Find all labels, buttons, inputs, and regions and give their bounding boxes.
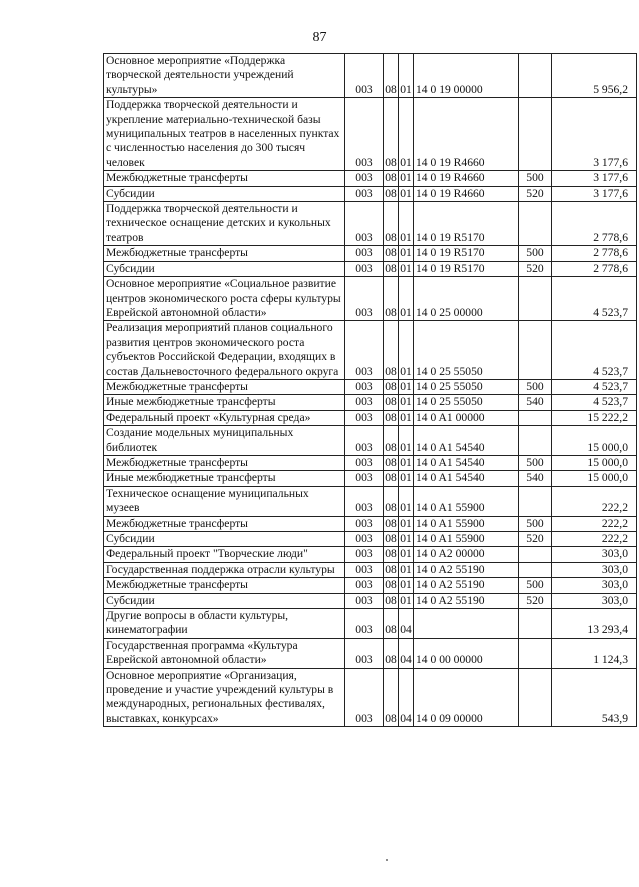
table-row: [104, 609, 637, 639]
row-admin-code: 003: [345, 246, 384, 261]
table-row: [104, 246, 637, 261]
row-subsection-code: 01: [400, 379, 412, 393]
row-amount: 15 000,0: [552, 471, 637, 486]
row-target-article: 14 0 A1 54540: [414, 455, 519, 470]
row-admin-code: 003: [345, 471, 384, 486]
row-admin-code: 003: [345, 455, 384, 470]
row-section-code: 08: [385, 578, 397, 592]
row-amount: 15 000,0: [552, 426, 637, 456]
row-subsection-code: 01: [400, 455, 412, 469]
row-name: Реализация мероприятий планов социального развития центров экономического роста субъектов Российской Федерации, входящих в состав Дальневосточного федерального округа: [104, 321, 345, 380]
row-target-article: 14 0 A1 55900: [414, 532, 519, 547]
row-amount: 1 124,3: [552, 638, 637, 668]
table-row: [104, 379, 637, 394]
row-target-article: 14 0 25 55050: [414, 395, 519, 410]
row-subsection-code: 01: [399, 321, 414, 380]
table-row: [104, 98, 637, 171]
table-row: [104, 578, 637, 593]
row-name: Основное мероприятие «Социальное развитие центров экономического роста сферы культуры Еврейской автономной области»: [104, 277, 345, 321]
row-target-article: 14 0 19 00000: [414, 54, 519, 98]
row-section-code: 08: [385, 455, 397, 469]
row-amount: 4 523,7: [552, 395, 637, 410]
row-name: Федеральный проект "Творческие люди": [104, 547, 345, 562]
row-section-code: 08: [385, 547, 397, 561]
row-name: Техническое оснащение муниципальных музеев: [104, 486, 345, 516]
row-admin-code: 003: [345, 562, 384, 577]
row-target-article: 14 0 A2 55190: [414, 578, 519, 593]
row-subsection-code: 01: [400, 395, 412, 409]
row-subsection-code: 01: [399, 54, 414, 98]
row-expense-type: [519, 562, 552, 577]
row-amount: 303,0: [552, 547, 637, 562]
row-amount: 222,2: [552, 516, 637, 531]
row-amount: 15 222,2: [552, 410, 637, 425]
row-admin-code: 003: [345, 426, 384, 456]
row-section-code: 08: [385, 410, 397, 424]
row-admin-code: 003: [345, 547, 384, 562]
row-admin-code: 003: [345, 202, 384, 246]
row-name: Субсидии: [104, 186, 345, 201]
row-target-article: 14 0 A2 55190: [414, 562, 519, 577]
table-row: [104, 471, 637, 486]
row-expense-type: [519, 486, 552, 516]
row-name: Субсидии: [104, 593, 345, 608]
row-section-code: 08: [385, 186, 397, 200]
row-subsection-code: 01: [400, 471, 412, 485]
row-admin-code: 003: [345, 261, 384, 276]
row-admin-code: 003: [345, 486, 384, 516]
row-admin-code: 003: [345, 379, 384, 394]
table-row: [104, 532, 637, 547]
row-section-code: 08: [385, 516, 397, 530]
row-expense-type: [519, 54, 552, 98]
row-admin-code: 003: [345, 668, 384, 727]
table-row: [104, 426, 637, 456]
row-section-code: 08: [385, 593, 397, 607]
row-subsection-code: 01: [400, 171, 412, 185]
row-name: Иные межбюджетные трансферты: [104, 471, 345, 486]
row-section-code: 08: [385, 395, 397, 409]
row-section-code: 08: [384, 277, 399, 321]
row-subsection-code: 01: [399, 426, 414, 456]
row-amount: 303,0: [552, 593, 637, 608]
row-section-code: 08: [385, 532, 397, 545]
row-name: Государственная поддержка отрасли культуры: [104, 562, 345, 577]
row-target-article: 14 0 19 R4660: [414, 186, 519, 201]
row-subsection-code: 01: [400, 516, 412, 530]
row-expense-type: 500: [519, 578, 552, 593]
row-amount: 222,2: [552, 486, 637, 516]
row-expense-type: 500: [519, 516, 552, 531]
row-name: Межбюджетные трансферты: [104, 455, 345, 470]
row-target-article: 14 0 19 R4660: [414, 171, 519, 186]
row-subsection-code: 04: [399, 638, 414, 668]
row-subsection-code: 01: [400, 578, 412, 592]
row-name: Межбюджетные трансферты: [104, 516, 345, 531]
row-expense-type: 540: [519, 395, 552, 410]
row-amount: 4 523,7: [552, 379, 637, 394]
row-expense-type: [519, 321, 552, 380]
row-name: Межбюджетные трансферты: [104, 578, 345, 593]
row-name: Поддержка творческой деятельности и укрепление материально-технической базы муниципальных театров в населенных пунктах с численностью населения до 300 тысяч человек: [104, 98, 345, 171]
row-expense-type: 520: [519, 593, 552, 608]
row-amount: 303,0: [552, 578, 637, 593]
row-amount: 543,9: [552, 668, 637, 727]
row-expense-type: 540: [519, 471, 552, 486]
scan-speck: [386, 859, 388, 861]
row-target-article: 14 0 19 R5170: [414, 261, 519, 276]
row-section-code: 08: [385, 261, 397, 275]
row-expense-type: [519, 277, 552, 321]
row-admin-code: 003: [345, 395, 384, 410]
page-number: 87: [312, 30, 327, 45]
row-target-article: 14 0 A1 55900: [414, 516, 519, 531]
row-admin-code: 003: [345, 321, 384, 380]
row-expense-type: 520: [519, 186, 552, 201]
row-name: Поддержка творческой деятельности и техническое оснащение детских и кукольных театров: [104, 202, 345, 246]
row-amount: 15 000,0: [552, 455, 637, 470]
table-row: [104, 54, 637, 98]
row-name: Основное мероприятие «Поддержка творческой деятельности учреждений культуры»: [104, 54, 345, 98]
row-expense-type: [519, 638, 552, 668]
row-expense-type: [519, 668, 552, 727]
row-expense-type: 500: [519, 455, 552, 470]
table-row: [104, 202, 637, 246]
row-amount: 3 177,6: [552, 186, 637, 201]
table-row: [104, 186, 637, 201]
row-admin-code: 003: [345, 410, 384, 425]
row-amount: 2 778,6: [552, 246, 637, 261]
row-section-code: 08: [385, 562, 397, 576]
row-amount: 3 177,6: [552, 171, 637, 186]
row-admin-code: 003: [345, 186, 384, 201]
row-target-article: 14 0 A1 00000: [414, 410, 519, 425]
row-expense-type: 500: [519, 246, 552, 261]
row-target-article: 14 0 00 00000: [414, 638, 519, 668]
row-amount: 5 956,2: [552, 54, 637, 98]
table-row: [104, 593, 637, 608]
row-target-article: 14 0 A1 54540: [414, 471, 519, 486]
row-expense-type: [519, 426, 552, 456]
row-admin-code: 003: [345, 98, 384, 171]
row-name: Субсидии: [104, 532, 345, 547]
row-expense-type: [519, 547, 552, 562]
row-expense-type: 520: [519, 532, 552, 547]
row-expense-type: [519, 609, 552, 639]
row-subsection-code: 01: [399, 98, 414, 171]
table-row: [104, 455, 637, 470]
row-section-code: 08: [385, 379, 397, 393]
row-target-article: 14 0 A2 00000: [414, 547, 519, 562]
row-name: Государственная программа «Культура Еврейской автономной области»: [104, 638, 345, 668]
row-amount: 2 778,6: [552, 261, 637, 276]
row-subsection-code: 01: [399, 202, 414, 246]
row-amount: 4 523,7: [552, 277, 637, 321]
row-expense-type: [519, 98, 552, 171]
row-target-article: [414, 609, 519, 639]
row-expense-type: 500: [519, 171, 552, 186]
row-subsection-code: 01: [400, 246, 412, 260]
row-target-article: 14 0 25 55050: [414, 321, 519, 380]
row-expense-type: 520: [519, 261, 552, 276]
row-name: Создание модельных муниципальных библиотек: [104, 426, 345, 456]
row-section-code: 08: [384, 321, 399, 380]
budget-table: [103, 53, 637, 727]
row-name: Межбюджетные трансферты: [104, 379, 345, 394]
table-row: [104, 261, 637, 276]
row-subsection-code: 01: [400, 186, 412, 200]
row-section-code: 08: [384, 54, 399, 98]
row-target-article: 14 0 25 55050: [414, 379, 519, 394]
row-subsection-code: 01: [399, 486, 414, 516]
row-admin-code: 003: [345, 638, 384, 668]
row-section-code: 08: [384, 98, 399, 171]
row-section-code: 08: [385, 246, 397, 260]
row-subsection-code: 01: [400, 547, 412, 561]
row-amount: 4 523,7: [552, 321, 637, 380]
row-admin-code: 003: [345, 516, 384, 531]
row-amount: 303,0: [552, 562, 637, 577]
row-name: Другие вопросы в области культуры, кинематографии: [104, 609, 345, 639]
row-admin-code: 003: [345, 609, 384, 639]
row-target-article: 14 0 19 R5170: [414, 202, 519, 246]
table-row: [104, 486, 637, 516]
row-target-article: 14 0 A1 54540: [414, 426, 519, 456]
table-row: [104, 638, 637, 668]
table-row: [104, 562, 637, 577]
row-amount: 2 778,6: [552, 202, 637, 246]
row-target-article: 14 0 A1 55900: [414, 486, 519, 516]
row-amount: 13 293,4: [552, 609, 637, 639]
row-section-code: 08: [385, 171, 397, 185]
row-name: Межбюджетные трансферты: [104, 171, 345, 186]
row-subsection-code: 01: [400, 261, 412, 275]
row-name: Межбюджетные трансферты: [104, 246, 345, 261]
row-subsection-code: 01: [400, 562, 412, 576]
row-section-code: 08: [384, 486, 399, 516]
row-target-article: 14 0 09 00000: [414, 668, 519, 727]
row-name: Субсидии: [104, 261, 345, 276]
row-name: Иные межбюджетные трансферты: [104, 395, 345, 410]
row-subsection-code: 01: [399, 277, 414, 321]
row-admin-code: 003: [345, 593, 384, 608]
row-admin-code: 003: [345, 54, 384, 98]
row-subsection-code: 01: [400, 532, 412, 545]
budget-table-body: [104, 54, 637, 727]
row-subsection-code: 04: [399, 668, 414, 727]
row-amount: 3 177,6: [552, 98, 637, 171]
row-expense-type: 500: [519, 379, 552, 394]
table-row: [104, 321, 637, 380]
row-target-article: 14 0 25 00000: [414, 277, 519, 321]
row-admin-code: 003: [345, 171, 384, 186]
row-name: Основное мероприятие «Организация, проведение и участие учреждений культуры в международных, региональных фестивалях, выставках, конкурсах»: [104, 668, 345, 727]
row-expense-type: [519, 202, 552, 246]
table-row: [104, 516, 637, 531]
table-row: [104, 277, 637, 321]
table-row: [104, 395, 637, 410]
row-target-article: 14 0 19 R5170: [414, 246, 519, 261]
row-section-code: 08: [384, 668, 399, 727]
row-subsection-code: 01: [400, 593, 412, 607]
row-admin-code: 003: [345, 532, 384, 547]
row-amount: 222,2: [552, 532, 637, 547]
row-target-article: 14 0 19 R4660: [414, 98, 519, 171]
row-section-code: 08: [384, 202, 399, 246]
row-admin-code: 003: [345, 277, 384, 321]
row-section-code: 08: [384, 609, 399, 639]
row-section-code: 08: [385, 471, 397, 485]
row-subsection-code: 04: [399, 609, 414, 639]
row-subsection-code: 01: [400, 410, 412, 424]
row-section-code: 08: [384, 638, 399, 668]
row-target-article: 14 0 A2 55190: [414, 593, 519, 608]
row-name: Федеральный проект «Культурная среда»: [104, 410, 345, 425]
row-section-code: 08: [384, 426, 399, 456]
table-row: [104, 410, 637, 425]
row-expense-type: [519, 410, 552, 425]
table-row: [104, 668, 637, 727]
table-row: [104, 547, 637, 562]
row-admin-code: 003: [345, 578, 384, 593]
table-row: [104, 171, 637, 186]
